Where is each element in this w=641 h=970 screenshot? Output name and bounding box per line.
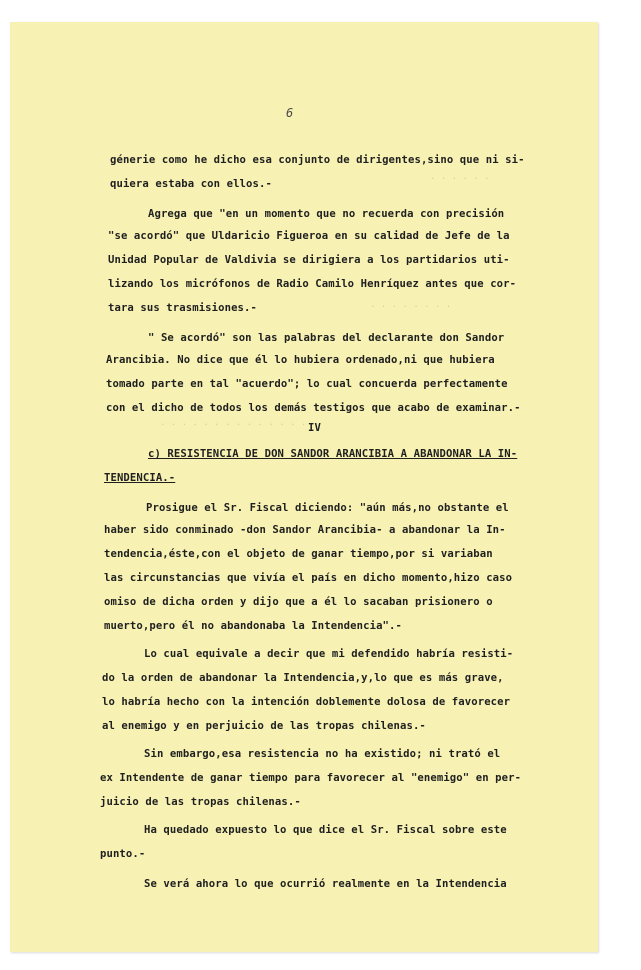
bleed-through-mark: . . . . . . [430,172,490,182]
bleed-through-mark: . . . . . . . . . . . . . . [160,418,307,428]
text-line: las circunstancias que vivía el país en dicho momento,hizo caso [104,572,513,584]
text-line: tara sus trasmisiones.- [108,302,257,314]
text-line: omiso de dicha orden y dijo que a él lo sacaban prisionero o [104,596,493,608]
text-line: haber sido conminado -don Sandor Arancibia- a abandonar la In- [104,524,506,536]
text-line: do la orden de abandonar la Intendencia,y,lo que es más grave, [102,672,504,684]
text-line: tendencia,éste,con el objeto de ganar tiempo,por si variaban [104,548,493,560]
section-heading: c) RESISTENCIA DE DON SANDOR ARANCIBIA A ABANDONAR LA IN- [148,448,518,460]
text-line: Sin embargo,esa resistencia no ha existido; ni trató el [144,748,501,760]
text-line: quiera estaba con ellos.- [110,178,272,190]
page-number: 6 [286,106,294,120]
text-line: Prosigue el Sr. Fiscal diciendo: "aún más,no obstante el [146,502,509,514]
text-line: " Se acordó" son las palabras del declarante don Sandor [148,332,505,344]
text-line: muerto,pero él no abandonaba la Intendencia".- [104,620,402,632]
document-page [10,22,598,952]
section-heading: TENDENCIA.- [104,472,176,484]
text-line: al enemigo y en perjuicio de las tropas chilenas.- [102,720,426,732]
text-line: Lo cual equivale a decir que mi defendido habría resisti- [144,648,514,660]
text-line: con el dicho de todos los demás testigos que acabo de examinar.- [106,402,521,414]
text-line: lo habría hecho con la intención doblemente dolosa de favorecer [102,696,511,708]
text-line: ex Intendente de ganar tiempo para favorecer al "enemigo" en per- [100,772,522,784]
text-line: Unidad Popular de Valdivia se dirigiera a los partidarios uti- [108,254,510,266]
section-numeral: IV [308,422,321,434]
text-line: génerie como he dicho esa conjunto de dirigentes,sino que ni si- [110,154,525,166]
text-line: lizando los micrófonos de Radio Camilo Henríquez antes que cor- [108,278,517,290]
text-line: Agrega que "en un momento que no recuerda con precisión [148,208,505,220]
text-line: Se verá ahora lo que ocurrió realmente en la Intendencia [144,878,507,890]
text-line: Arancibia. No dice que él lo hubiera ordenado,ni que hubiera [106,354,495,366]
text-line: punto.- [100,848,146,860]
text-line: Ha quedado expuesto lo que dice el Sr. Fiscal sobre este [144,824,507,836]
bleed-through-mark: . . . . . . . . [370,300,452,310]
text-line: "se acordó" que Uldaricio Figueroa en su calidad de Jefe de la [108,230,510,242]
text-line: juicio de las tropas chilenas.- [100,796,301,808]
text-line: tomado parte en tal "acuerdo"; lo cual concuerda perfectamente [106,378,508,390]
